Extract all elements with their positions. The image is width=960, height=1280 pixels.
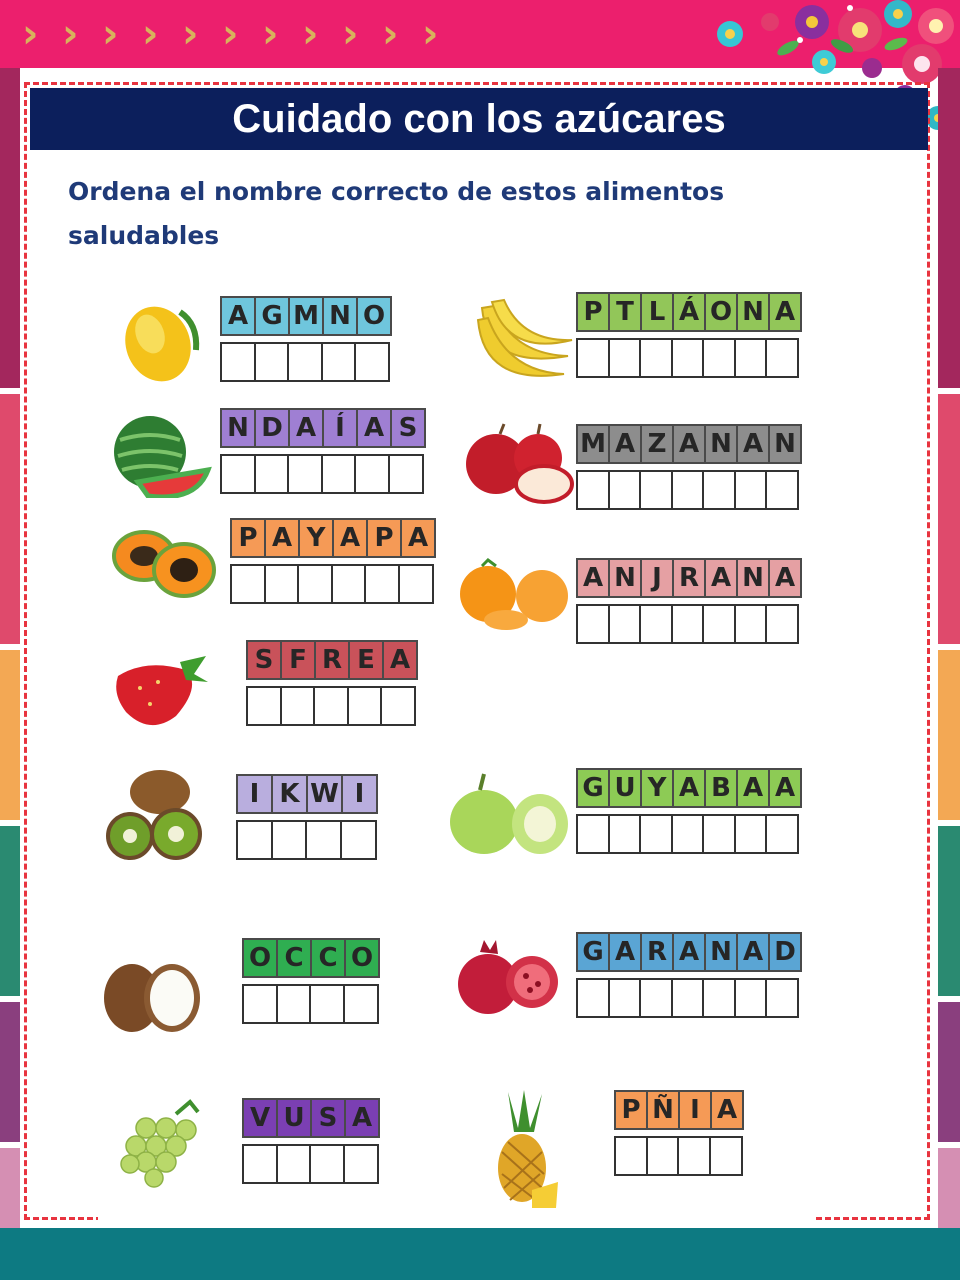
answer-box[interactable] [576, 978, 610, 1018]
scrambled-letters [220, 408, 424, 448]
letter-tile: T [608, 292, 642, 332]
answer-boxes [242, 984, 378, 1024]
letter-tile: K [271, 774, 308, 814]
answer-box[interactable] [639, 338, 673, 378]
chevron-decoration-icon: › [222, 11, 239, 57]
answer-boxes [220, 342, 390, 382]
answer-box[interactable] [398, 564, 434, 604]
letter-tile: A [356, 408, 392, 448]
answer-boxes [576, 338, 800, 378]
letter-tile: C [276, 938, 312, 978]
letter-tile: O [704, 292, 738, 332]
answer-box[interactable] [639, 604, 673, 644]
answer-boxes [246, 686, 416, 726]
answer-boxes [236, 820, 376, 860]
answer-boxes [242, 1144, 378, 1184]
answer-box[interactable] [734, 470, 768, 510]
answer-box[interactable] [646, 1136, 680, 1176]
answer-box[interactable] [709, 1136, 743, 1176]
scrambled-letters [576, 424, 800, 464]
answer-box[interactable] [639, 470, 673, 510]
answer-box[interactable] [354, 342, 390, 382]
answer-box[interactable] [702, 470, 736, 510]
letter-tile: N [220, 408, 256, 448]
answer-box[interactable] [246, 686, 282, 726]
banana-icon [468, 290, 578, 386]
answer-box[interactable] [639, 814, 673, 854]
letter-tile: N [322, 296, 358, 336]
letter-tile: N [704, 932, 738, 972]
answer-box[interactable] [321, 342, 357, 382]
letter-tile: D [768, 932, 802, 972]
answer-box[interactable] [321, 454, 357, 494]
answer-box[interactable] [671, 978, 705, 1018]
scrambled-letters [614, 1090, 742, 1130]
chevron-decoration-icon: › [62, 11, 79, 57]
letter-tile: A [288, 408, 324, 448]
answer-box[interactable] [236, 820, 273, 860]
scrambled-letters [242, 938, 378, 978]
answer-box[interactable] [309, 984, 345, 1024]
page-title: Cuidado con los azúcares [30, 88, 928, 150]
letter-tile: O [356, 296, 392, 336]
bottom-banner [0, 1228, 960, 1280]
left-color-stripe [0, 68, 20, 1228]
letter-tile: A [768, 292, 802, 332]
answer-box[interactable] [331, 564, 367, 604]
letter-tile: F [280, 640, 316, 680]
answer-box[interactable] [313, 686, 349, 726]
kiwi-icon [104, 766, 204, 866]
letter-tile: R [314, 640, 350, 680]
letter-tile: Í [322, 408, 358, 448]
letter-tile: P [230, 518, 266, 558]
letter-tile: S [310, 1098, 346, 1138]
answer-box[interactable] [242, 1144, 278, 1184]
letter-tile: G [576, 932, 610, 972]
answer-box[interactable] [576, 814, 610, 854]
letter-tile: N [768, 424, 802, 464]
answer-box[interactable] [271, 820, 308, 860]
answer-box[interactable] [608, 978, 642, 1018]
puzzle-platano [576, 292, 800, 378]
answer-boxes [230, 564, 434, 604]
letter-tile: A [220, 296, 256, 336]
answer-box[interactable] [364, 564, 400, 604]
answer-box[interactable] [287, 454, 323, 494]
letter-tile: A [576, 558, 610, 598]
answer-box[interactable] [702, 978, 736, 1018]
letter-tile: O [344, 938, 380, 978]
answer-box[interactable] [671, 814, 705, 854]
answer-box[interactable] [671, 338, 705, 378]
letter-tile: Y [640, 768, 674, 808]
chevron-decoration-icon: › [342, 11, 359, 57]
puzzle-manzana [576, 424, 800, 510]
letter-tile: Z [640, 424, 674, 464]
answer-boxes [614, 1136, 742, 1176]
answer-box[interactable] [765, 814, 799, 854]
letter-tile: C [310, 938, 346, 978]
answer-box[interactable] [765, 604, 799, 644]
letter-tile: Ñ [646, 1090, 680, 1130]
apple-icon [460, 420, 576, 506]
chevron-decoration-icon: › [302, 11, 319, 57]
letter-tile: A [608, 424, 642, 464]
answer-box[interactable] [702, 604, 736, 644]
letter-tile: A [672, 768, 706, 808]
chevron-decoration-icon: › [102, 11, 119, 57]
answer-box[interactable] [220, 454, 256, 494]
answer-boxes [576, 814, 800, 854]
right-color-stripe [938, 68, 960, 1228]
letter-tile: A [264, 518, 300, 558]
answer-box[interactable] [677, 1136, 711, 1176]
letter-tile: A [710, 1090, 744, 1130]
letter-tile: E [348, 640, 384, 680]
letter-tile: A [400, 518, 436, 558]
answer-box[interactable] [765, 338, 799, 378]
letter-tile: M [288, 296, 324, 336]
scrambled-letters [246, 640, 416, 680]
answer-box[interactable] [576, 338, 610, 378]
letter-tile: Y [298, 518, 334, 558]
answer-box[interactable] [608, 814, 642, 854]
strawberry-icon [106, 646, 210, 730]
letter-tile: U [608, 768, 642, 808]
letter-tile: I [678, 1090, 712, 1130]
answer-box[interactable] [702, 814, 736, 854]
answer-box[interactable] [765, 978, 799, 1018]
answer-box[interactable] [734, 978, 768, 1018]
answer-box[interactable] [343, 984, 379, 1024]
answer-box[interactable] [380, 686, 416, 726]
answer-box[interactable] [354, 454, 390, 494]
answer-box[interactable] [264, 564, 300, 604]
pineapple-icon [488, 1088, 560, 1212]
answer-boxes [220, 454, 424, 494]
scrambled-letters [576, 292, 800, 332]
answer-box[interactable] [388, 454, 424, 494]
worksheet-panel [98, 282, 814, 1222]
letter-tile: I [236, 774, 273, 814]
letter-tile: A [332, 518, 368, 558]
pomegranate-icon [454, 928, 564, 1032]
answer-box[interactable] [702, 338, 736, 378]
answer-box[interactable] [297, 564, 333, 604]
puzzle-fresa [246, 640, 416, 726]
answer-box[interactable] [280, 686, 316, 726]
grapes-icon [106, 1098, 210, 1190]
answer-box[interactable] [230, 564, 266, 604]
puzzle-sandia [220, 408, 424, 494]
letter-tile: W [306, 774, 343, 814]
answer-box[interactable] [242, 984, 278, 1024]
chevron-decoration-icon: › [22, 11, 39, 57]
answer-box[interactable] [639, 978, 673, 1018]
letter-tile: A [672, 932, 706, 972]
letter-tile: Á [672, 292, 706, 332]
letter-tile: A [768, 768, 802, 808]
letter-tile: A [344, 1098, 380, 1138]
puzzle-uvas [242, 1098, 378, 1184]
mango-icon [112, 294, 208, 384]
letter-tile: A [382, 640, 418, 680]
scrambled-letters [220, 296, 390, 336]
chevron-decoration-icon: › [382, 11, 399, 57]
answer-box[interactable] [254, 342, 290, 382]
answer-box[interactable] [276, 1144, 312, 1184]
letter-tile: A [672, 424, 706, 464]
letter-tile: G [576, 768, 610, 808]
answer-box[interactable] [254, 454, 290, 494]
letter-tile: I [341, 774, 378, 814]
answer-box[interactable] [576, 604, 610, 644]
answer-box[interactable] [343, 1144, 379, 1184]
letter-tile: P [576, 292, 610, 332]
chevron-decoration-icon: › [182, 11, 199, 57]
puzzle-pina [614, 1090, 742, 1176]
puzzle-kiwi [236, 774, 376, 860]
letter-tile: G [254, 296, 290, 336]
scrambled-letters [576, 768, 800, 808]
letter-tile: R [672, 558, 706, 598]
answer-box[interactable] [734, 814, 768, 854]
papaya-icon [108, 518, 220, 606]
chevron-decoration-icon: › [422, 11, 439, 57]
letter-tile: N [608, 558, 642, 598]
answer-box[interactable] [734, 604, 768, 644]
answer-box[interactable] [671, 604, 705, 644]
orange-icon [452, 556, 572, 636]
answer-box[interactable] [287, 342, 323, 382]
letter-tile: U [276, 1098, 312, 1138]
letter-tile: N [704, 424, 738, 464]
letter-tile: B [704, 768, 738, 808]
letter-tile: P [614, 1090, 648, 1130]
scrambled-letters [230, 518, 434, 558]
answer-box[interactable] [305, 820, 342, 860]
answer-boxes [576, 978, 800, 1018]
watermelon-icon [108, 410, 212, 498]
chevron-decoration-icon: › [262, 11, 279, 57]
puzzle-naranja [576, 558, 800, 644]
answer-box[interactable] [347, 686, 383, 726]
answer-box[interactable] [734, 338, 768, 378]
answer-box[interactable] [614, 1136, 648, 1176]
answer-box[interactable] [220, 342, 256, 382]
letter-tile: N [736, 558, 770, 598]
scrambled-letters [236, 774, 376, 814]
answer-box[interactable] [276, 984, 312, 1024]
letter-tile: V [242, 1098, 278, 1138]
letter-tile: A [704, 558, 738, 598]
letter-tile: A [608, 932, 642, 972]
letter-tile: A [736, 424, 770, 464]
puzzle-mango [220, 296, 390, 382]
guava-icon [444, 768, 570, 864]
answer-box[interactable] [309, 1144, 345, 1184]
puzzle-papaya [230, 518, 434, 604]
letter-tile: L [640, 292, 674, 332]
answer-box[interactable] [608, 604, 642, 644]
letter-tile: O [242, 938, 278, 978]
coconut-icon [102, 954, 204, 1038]
letter-tile: A [736, 932, 770, 972]
puzzle-granada [576, 932, 800, 1018]
answer-boxes [576, 604, 800, 644]
answer-box[interactable] [608, 338, 642, 378]
chevron-decoration-icon: › [142, 11, 159, 57]
scrambled-letters [576, 558, 800, 598]
letter-tile: S [246, 640, 282, 680]
answer-box[interactable] [671, 470, 705, 510]
scrambled-letters [576, 932, 800, 972]
answer-box[interactable] [576, 470, 610, 510]
instructions-text: Ordena el nombre correcto de estos alimentos saludables [68, 177, 725, 250]
letter-tile: S [390, 408, 426, 448]
letter-tile: M [576, 424, 610, 464]
answer-box[interactable] [608, 470, 642, 510]
letter-tile: J [640, 558, 674, 598]
letter-tile: A [736, 768, 770, 808]
puzzle-coco [242, 938, 378, 1024]
letter-tile: D [254, 408, 290, 448]
answer-box[interactable] [340, 820, 377, 860]
letter-tile: N [736, 292, 770, 332]
answer-box[interactable] [765, 470, 799, 510]
letter-tile: R [640, 932, 674, 972]
letter-tile: P [366, 518, 402, 558]
scrambled-letters [242, 1098, 378, 1138]
puzzle-guayaba [576, 768, 800, 854]
letter-tile: A [768, 558, 802, 598]
answer-boxes [576, 470, 800, 510]
